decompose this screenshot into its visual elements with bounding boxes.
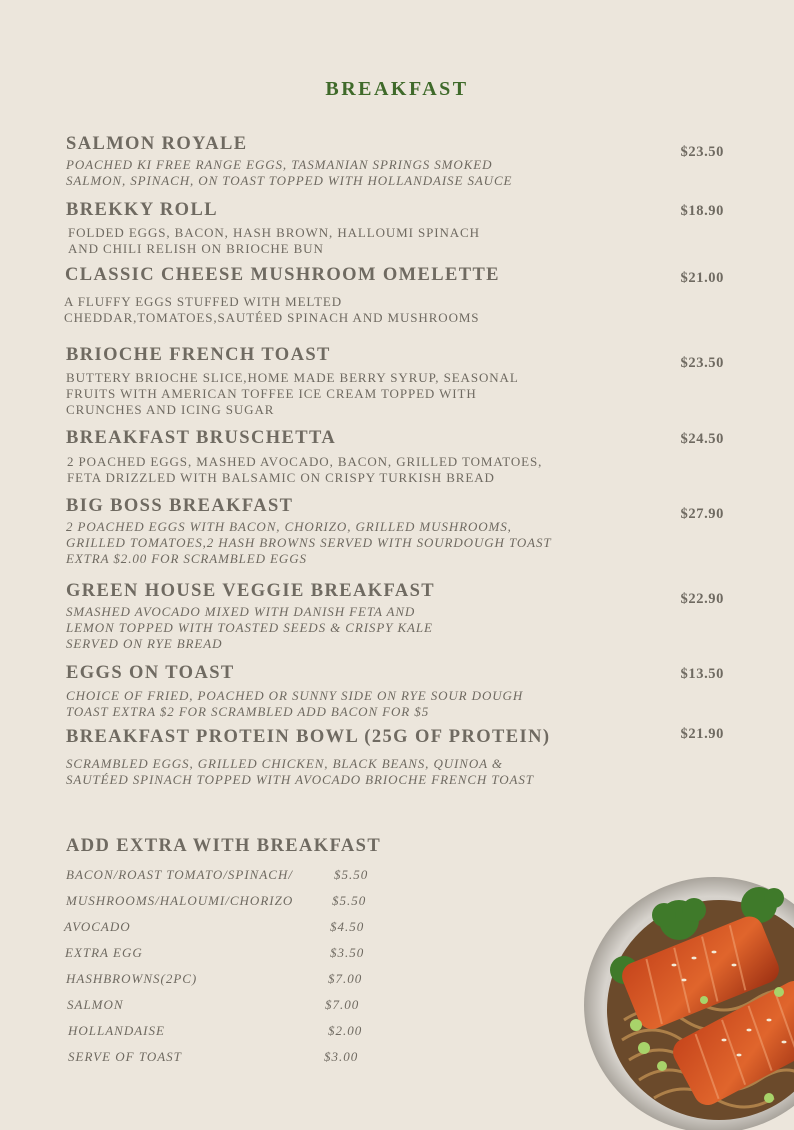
- extra-price: $3.50: [330, 945, 365, 960]
- extra-price: $5.50: [334, 867, 369, 882]
- item-description: CHOICE OF FRIED, POACHED OR SUNNY SIDE ON RYE SOUR DOUGH TOAST EXTRA $2 FOR SCRAMBLED ADD BACON FOR $5: [66, 688, 524, 719]
- item-price: $21.90: [680, 726, 724, 742]
- menu-item: [64, 265, 724, 326]
- extra-price: $7.00: [325, 997, 360, 1012]
- extra-name: HOLLANDAISE: [68, 1023, 165, 1038]
- menu-item: [66, 200, 726, 257]
- item-price: $24.50: [680, 431, 724, 447]
- extra-name: SALMON: [67, 997, 124, 1012]
- item-description: 2 POACHED EGGS, MASHED AVOCADO, BACON, GRILLED TOMATOES, FETA DRIZZLED WITH BALSAMIC ON CRISPY TURKISH BREAD: [67, 454, 543, 485]
- menu-item: [66, 727, 726, 788]
- extra-price: $2.00: [328, 1023, 363, 1038]
- menu-item: [66, 134, 726, 189]
- extra-price: $3.00: [324, 1049, 359, 1064]
- extra-price: $5.50: [332, 893, 367, 908]
- menu-item: [66, 496, 726, 567]
- item-price: $23.50: [680, 355, 724, 371]
- item-name: CLASSIC CHEESE MUSHROOM OMELETTE: [65, 265, 500, 285]
- menu-item: [66, 581, 726, 652]
- extra-name: HASHBROWNS(2PC): [66, 971, 198, 986]
- item-price: $22.90: [680, 591, 724, 607]
- item-description: SCRAMBLED EGGS, GRILLED CHICKEN, BLACK BEANS, QUINOA & SAUTÉED SPINACH TOPPED WITH AVOCADO BRIOCHE FRENCH TOAST: [66, 756, 534, 787]
- menu-item: [66, 663, 726, 720]
- item-name: BIG BOSS BREAKFAST: [66, 496, 294, 516]
- item-price: $18.90: [680, 203, 724, 219]
- extra-row: [64, 919, 384, 937]
- extra-row: [66, 867, 386, 885]
- item-name: GREEN HOUSE VEGGIE BREAKFAST: [66, 581, 436, 601]
- item-name: BREAKFAST PROTEIN BOWL (25G OF PROTEIN): [66, 727, 551, 747]
- item-description: BUTTERY BRIOCHE SLICE,HOME MADE BERRY SYRUP, SEASONAL FRUITS WITH AMERICAN TOFFEE ICE CREAM TOPPED WITH CRUNCHES AND ICING SUGAR: [66, 370, 519, 417]
- item-price: $23.50: [680, 144, 724, 160]
- item-name: EGGS ON TOAST: [66, 663, 235, 683]
- menu-item: [66, 345, 726, 418]
- extra-row: [66, 893, 386, 911]
- item-price: $27.90: [680, 506, 724, 522]
- salmon-noodle-bowl-icon: [584, 870, 794, 1130]
- item-name: BREAKFAST BRUSCHETTA: [66, 428, 337, 448]
- menu-item: [66, 428, 726, 486]
- item-description: 2 POACHED EGGS WITH BACON, CHORIZO, GRILLED MUSHROOMS, GRILLED TOMATOES,2 HASH BROWNS SERVED WITH SOURDOUGH TOAST EXTRA $2.00 FOR SCRAMBLED EGGS: [66, 519, 552, 566]
- extra-row: [68, 1049, 388, 1067]
- extra-row: [66, 971, 386, 989]
- extra-row: [65, 945, 385, 963]
- item-description: SMASHED AVOCADO MIXED WITH DANISH FETA AND LEMON TOPPED WITH TOASTED SEEDS & CRISPY KALE SERVED ON RYE BREAD: [66, 604, 433, 651]
- extra-name: EXTRA EGG: [65, 945, 143, 960]
- item-price: $13.50: [680, 666, 724, 682]
- extra-name: BACON/ROAST TOMATO/SPINACH/: [66, 867, 293, 882]
- item-price: $21.00: [680, 270, 724, 286]
- menu-title: BREAKFAST: [325, 78, 469, 100]
- extra-row: [67, 997, 387, 1015]
- item-description: FOLDED EGGS, BACON, HASH BROWN, HALLOUMI SPINACH AND CHILI RELISH ON BRIOCHE BUN: [68, 225, 480, 256]
- item-description: POACHED KI FREE RANGE EGGS, TASMANIAN SPRINGS SMOKED SALMON, SPINACH, ON TOAST TOPPED WITH HOLLANDAISE SAUCE: [66, 157, 513, 188]
- extra-name: AVOCADO: [64, 919, 131, 934]
- extras-title: ADD EXTRA WITH BREAKFAST: [66, 836, 382, 856]
- extra-price: $7.00: [328, 971, 363, 986]
- item-name: BRIOCHE FRENCH TOAST: [66, 345, 331, 365]
- extra-row: [68, 1023, 388, 1041]
- item-name: SALMON ROYALE: [66, 134, 248, 154]
- item-description: A FLUFFY EGGS STUFFED WITH MELTED CHEDDAR,TOMATOES,SAUTÉED SPINACH AND MUSHROOMS: [64, 294, 480, 325]
- extra-price: $4.50: [330, 919, 365, 934]
- item-name: BREKKY ROLL: [66, 200, 218, 220]
- extra-name: SERVE OF TOAST: [68, 1049, 182, 1064]
- extra-name: MUSHROOMS/HALOUMI/CHORIZO: [66, 893, 294, 908]
